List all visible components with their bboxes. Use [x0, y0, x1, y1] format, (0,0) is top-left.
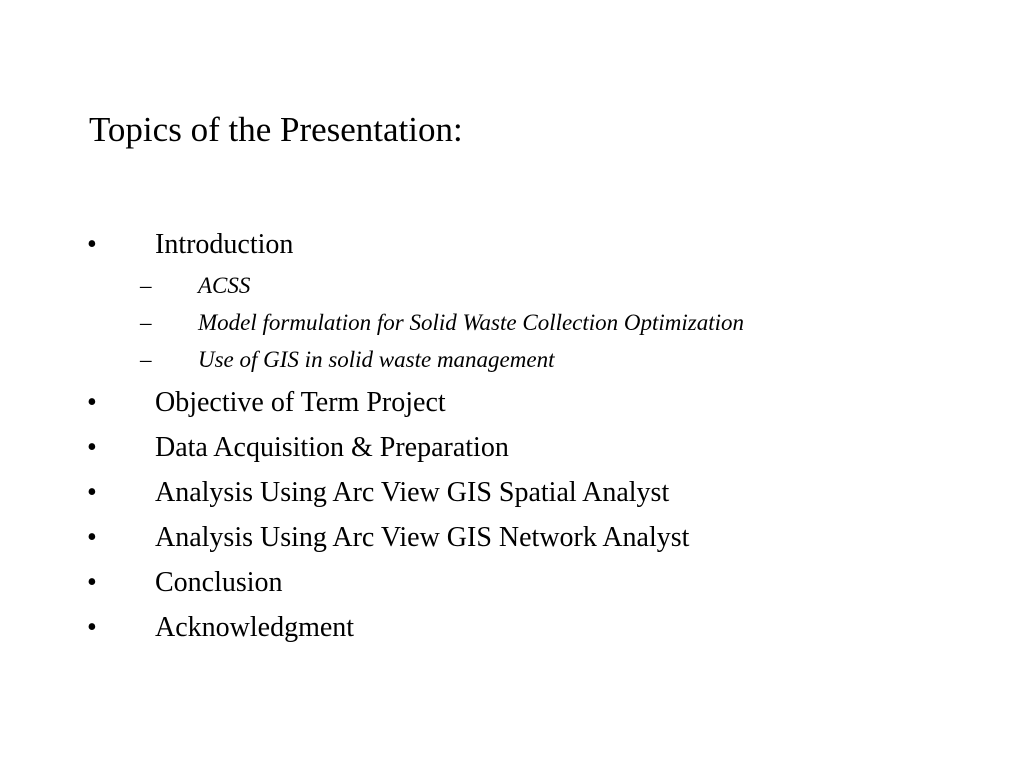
- sub-list-item-text: ACSS: [198, 273, 251, 298]
- sub-list-item-text: Model formulation for Solid Waste Collection Optimization: [198, 310, 745, 335]
- list-item-text: Introduction: [155, 229, 294, 260]
- list-item-text: Objective of Term Project: [155, 387, 446, 418]
- bullet-marker: •: [87, 522, 97, 553]
- list-item-text: Conclusion: [155, 567, 283, 598]
- bullet-marker: •: [87, 432, 97, 463]
- dash-marker: –: [140, 310, 152, 335]
- list-item-text: Analysis Using Arc View GIS Spatial Analyst: [155, 477, 670, 508]
- sub-list-item-text: Use of GIS in solid waste management: [198, 347, 555, 372]
- slide-title: Topics of the Presentation:: [89, 110, 463, 149]
- bullet-marker: •: [87, 612, 97, 643]
- list-item-text: Acknowledgment: [155, 612, 355, 643]
- dash-marker: –: [140, 347, 152, 372]
- bullet-marker: •: [87, 567, 97, 598]
- list-item-text: Analysis Using Arc View GIS Network Analyst: [155, 522, 690, 553]
- bullet-marker: •: [87, 477, 97, 508]
- bullet-marker: •: [87, 387, 97, 418]
- bullet-marker: •: [87, 229, 97, 260]
- list-item-text: Data Acquisition & Preparation: [155, 432, 509, 463]
- dash-marker: –: [140, 273, 152, 298]
